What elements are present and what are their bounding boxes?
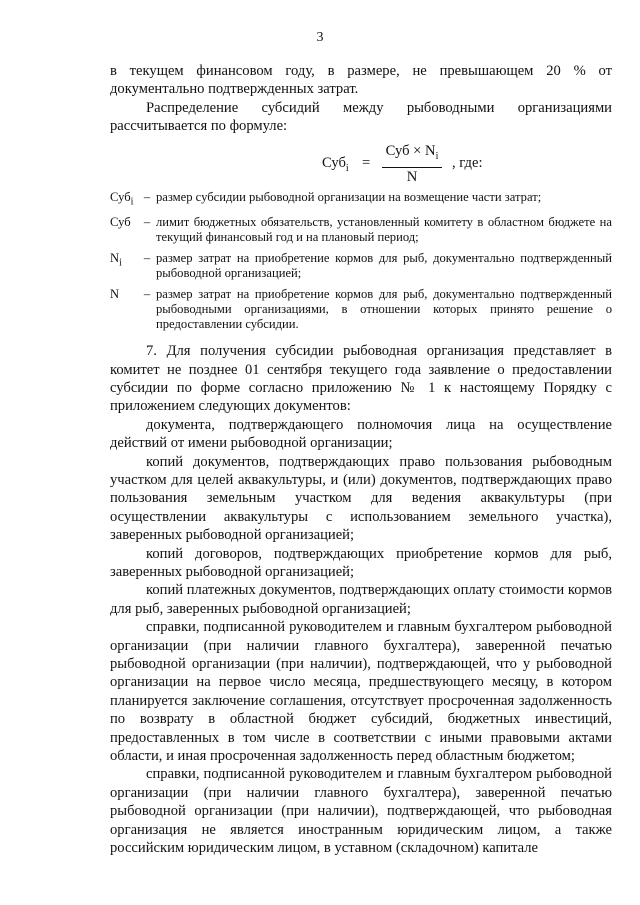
- formula-numerator: Суб × $N_i$: [382, 142, 442, 168]
- formula-equals: =: [362, 154, 371, 171]
- formula-denominator: N: [406, 168, 418, 185]
- definition-symbol: Суб: [110, 215, 131, 230]
- definition-symbol: Суб$_i$: [110, 189, 134, 208]
- definition-item: [110, 190, 612, 210]
- definition-symbol: $N_i$: [110, 251, 122, 269]
- document-body: [110, 62, 612, 858]
- definition-dash: –: [143, 189, 151, 204]
- document-list-item: справки, подписанной руководителем и главным бухгалтером рыбоводной организации (при наличии главного бухгалтера), заверенной печатью рыбоводной организации (при наличии), подтверждающей, что рыбоводная организация не является иностранным юридическим лицом, а также российским юридическим лицом, в уставном (складочном) капитале: [110, 766, 612, 857]
- definition-item: [110, 251, 612, 281]
- formula-lhs: Суб$_i$: [322, 154, 349, 174]
- definition-dash: –: [143, 251, 151, 266]
- page-number: 3: [316, 30, 324, 45]
- document-list-item: справки, подписанной руководителем и главным бухгалтером рыбоводной организации (при наличии главного бухгалтера), заверенной печатью рыбоводной организации (при наличии), подтверждающей, что у рыбоводной организации на первое число месяца, предшествующего месяцу, в котором планируется заключение соглашения, отсутствует просроченная задолженность по возврату в областной бюджет субсидий, бюджетных инвестиций, предоставленных в том числе в соответствии с иными правовыми актами области, и иная просроченная задолженность перед областным бюджетом;: [110, 619, 612, 765]
- formula-tail: , где:: [452, 154, 483, 171]
- document-list-item: копий платежных документов, подтверждающих оплату стоимости кормов для рыб, заверенных рыбоводной организацией;: [110, 582, 613, 617]
- subsidy-formula: [110, 142, 612, 184]
- definition-text: лимит бюджетных обязательств, установленный комитету в областном бюджете на текущий финансовый год и на плановый период;: [156, 215, 612, 245]
- definition-text: размер субсидии рыбоводной организации на возмещение части затрат;: [156, 189, 542, 204]
- document-list-item: копий документов, подтверждающих право пользования рыбоводным участком для целей аквакультуры, и (или) документов, подтверждающих право пользования земельным участком для ведения аквакультуры (при осуществлении аквакультуры с использованием земельного участка), заверенных рыбоводной организацией;: [110, 453, 612, 544]
- definition-text: размер затрат на приобретение кормов для рыб, документально подтвержденный рыбоводными организациями, в отношении которых принято решение о предоставлении субсидии.: [156, 287, 612, 332]
- section-7-intro: 7. Для получения субсидии рыбоводная организация представляет в комитет не позднее 01 сентября текущего года заявление о предоставлении субсидии по форме согласно приложению № 1 к настоящему Порядку с приложением следующих документов:: [110, 343, 612, 415]
- paragraph-subsidy-limit: в текущем финансовом году, в размере, не превышающем 20 % от документально подтвержденных затрат.: [110, 63, 612, 98]
- definition-item: [110, 287, 612, 332]
- definition-dash: –: [143, 215, 151, 230]
- document-list-item: документа, подтверждающего полномочия лица на осуществление действий от имени рыбоводной организации;: [110, 416, 612, 452]
- definition-text: размер затрат на приобретение кормов для рыб, документально подтвержденный рыбоводной организацией;: [156, 251, 612, 281]
- definition-symbol: N: [110, 287, 120, 302]
- definition-item: [110, 215, 612, 245]
- document-list-item: копий договоров, подтверждающих приобретение кормов для рыб, заверенных рыбоводной организацией;: [110, 545, 612, 581]
- definitions-list: [110, 190, 612, 333]
- paragraph-distribution: Распределение субсидий между рыбоводными организациями рассчитывается по формуле:: [110, 99, 612, 135]
- formula-fraction: [382, 142, 442, 187]
- definition-dash: –: [143, 287, 151, 302]
